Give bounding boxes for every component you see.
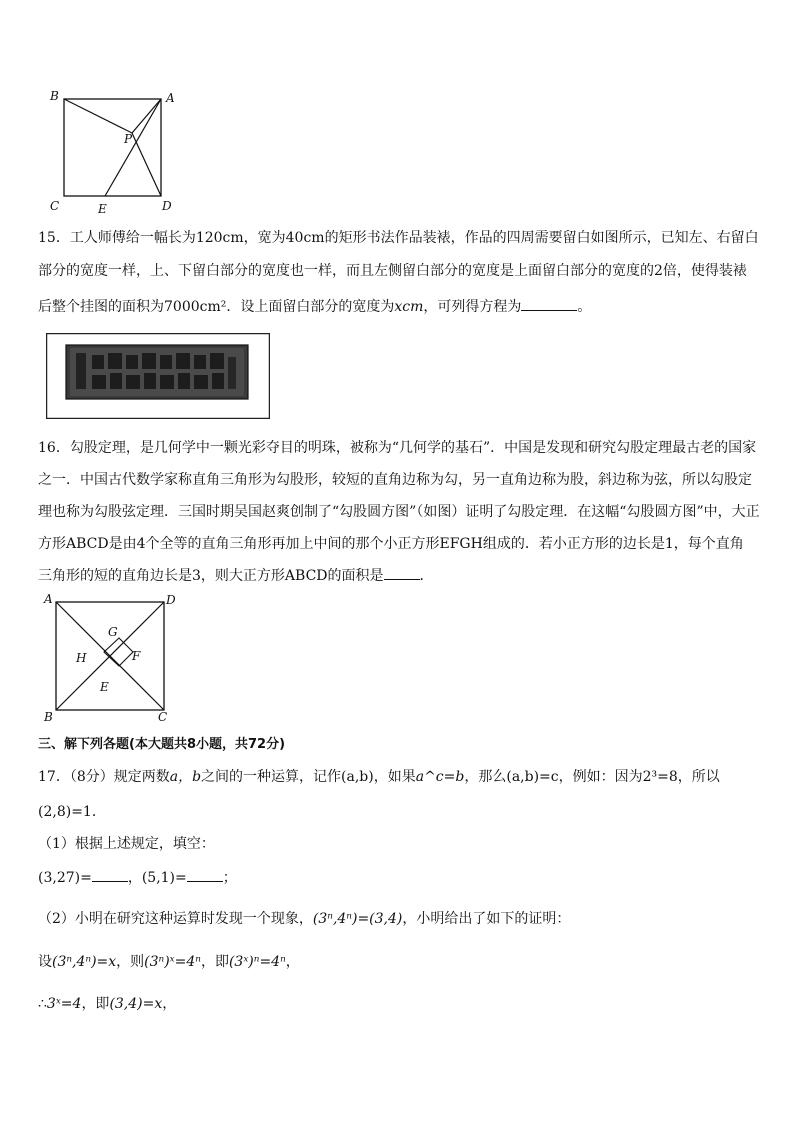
q17-line1-text-c: ，那么(a,b)=c，例如：因为2³=8，所以 bbox=[464, 769, 720, 785]
label-a: A bbox=[44, 592, 53, 606]
q17-proof1-eq3: (3ˣ)ⁿ=4ⁿ bbox=[228, 954, 286, 970]
q17-proof1-eq1: (3ⁿ,4ⁿ)=x bbox=[52, 954, 117, 970]
figure-square-bapcde bbox=[40, 86, 190, 218]
label-d: D bbox=[162, 199, 172, 213]
q17-part2 bbox=[38, 908, 570, 928]
q17-part1: （1）根据上述规定，填空： bbox=[38, 836, 215, 852]
label-e: E bbox=[100, 680, 109, 694]
calligraphy-artwork-image bbox=[46, 333, 270, 419]
q16-line1: 16．勾股定理，是几何学中一颗光彩夺目的明珠，被称为“几何学的基石”．中国是发现和研究勾股定理最古老的国家 bbox=[38, 440, 757, 456]
label-h: H bbox=[76, 651, 87, 665]
q17-line1-text-b: 之间的一种运算，记作(a,b)，如果 bbox=[201, 769, 416, 785]
q16-line5-text: 三角形的短的直角边长是3，则大正方形ABCD的面积是 bbox=[38, 568, 384, 584]
q17-variables: a，b bbox=[169, 769, 202, 785]
label-c: C bbox=[50, 199, 60, 213]
q15-answer-blank[interactable] bbox=[521, 296, 577, 311]
q17-answer-blank-1[interactable] bbox=[92, 867, 128, 882]
q15-line2: 部分的宽度一样，上、下留白部分的宽度也一样，而且左侧留白部分的宽度是上面留白部分的宽度的2倍，使得装裱 bbox=[38, 263, 747, 279]
q17-proof1-b: ，则 bbox=[116, 954, 145, 970]
q17-proof2-c: ， bbox=[162, 996, 177, 1012]
q17-line1 bbox=[38, 766, 720, 786]
q17-proof-line1 bbox=[38, 951, 300, 971]
section-heading: 三、解下列各题(本大题共8小题，共72分) bbox=[38, 737, 286, 752]
label-d: D bbox=[166, 593, 176, 607]
q17-fill-end: ； bbox=[222, 870, 237, 886]
label-a: A bbox=[166, 91, 175, 105]
q17-fill-a: (3,27)= bbox=[38, 870, 92, 886]
q17-proof-line2 bbox=[38, 993, 176, 1013]
q17-proof1-c: ，即 bbox=[200, 954, 229, 970]
q17-proof1-eq2: (3ⁿ)ˣ=4ⁿ bbox=[144, 954, 201, 970]
q16-line2: 之一．中国古代数学家称直角三角形为勾股形，较短的直角边称为勾，另一直角边称为股，斜边称为弦，所以勾股定 bbox=[38, 472, 752, 488]
figure-gougu-diagram bbox=[38, 590, 188, 725]
q17-line1-text: 17．（8分）规定两数 bbox=[38, 769, 170, 785]
label-e: E bbox=[98, 202, 107, 216]
q16-period: ． bbox=[419, 568, 434, 584]
q17-line2: (2,8)=1． bbox=[38, 804, 106, 820]
q17-part2-equation: (3ⁿ,4ⁿ)=(3,4) bbox=[312, 911, 403, 927]
q16-line4: 方形ABCD是由4个全等的直角三角形再加上中间的那个小正方形EFGH组成的．若小正方形的边长是1，每个直角 bbox=[38, 536, 744, 552]
q17-proof2-b: ，即 bbox=[81, 996, 110, 1012]
q17-fill-sep: ，(5,1)= bbox=[127, 870, 187, 886]
q16-line3: 理也称为勾股弦定理．三国时期吴国赵爽创制了“勾股圆方图”（如图）证明了勾股定理．在这幅“勾股圆方图”中，大正 bbox=[38, 504, 760, 520]
q16-line5 bbox=[38, 565, 434, 585]
label-b: B bbox=[50, 89, 59, 103]
q15-variable: xcm bbox=[394, 299, 424, 315]
label-p: P bbox=[124, 132, 133, 146]
label-g: G bbox=[108, 625, 118, 639]
label-f: F bbox=[132, 649, 141, 663]
label-c: C bbox=[158, 710, 168, 724]
q17-proof1-d: ， bbox=[285, 954, 300, 970]
q15-line1: 15．工人师傅给一幅长为120cm，宽为40cm的矩形书法作品装裱，作品的四周需要留白如图所示，已知左、右留白 bbox=[38, 230, 759, 246]
q17-part2-text-b: ，小明给出了如下的证明： bbox=[402, 911, 571, 927]
q15-line3-text-b: ，可列得方程为 bbox=[423, 299, 522, 315]
q17-proof2-eq2: (3,4)=x bbox=[109, 996, 163, 1012]
q17-definition-equation: a^c=b bbox=[415, 769, 465, 785]
q17-proof1-a: 设 bbox=[38, 954, 52, 970]
q17-part2-text: （2）小明在研究这种运算时发现一个现象， bbox=[38, 911, 313, 927]
q17-fill-line bbox=[38, 867, 237, 887]
q15-line3-text: 后整个挂图的面积为7000cm²．设上面留白部分的宽度为 bbox=[38, 299, 395, 315]
q16-answer-blank[interactable] bbox=[384, 565, 420, 580]
label-b: B bbox=[44, 710, 53, 724]
q17-proof2-eq1: 3ˣ=4 bbox=[46, 996, 82, 1012]
q17-answer-blank-2[interactable] bbox=[187, 867, 223, 882]
q15-period: 。 bbox=[577, 299, 592, 315]
q17-proof2-a: ∴ bbox=[38, 996, 47, 1012]
q15-line3 bbox=[38, 296, 591, 316]
